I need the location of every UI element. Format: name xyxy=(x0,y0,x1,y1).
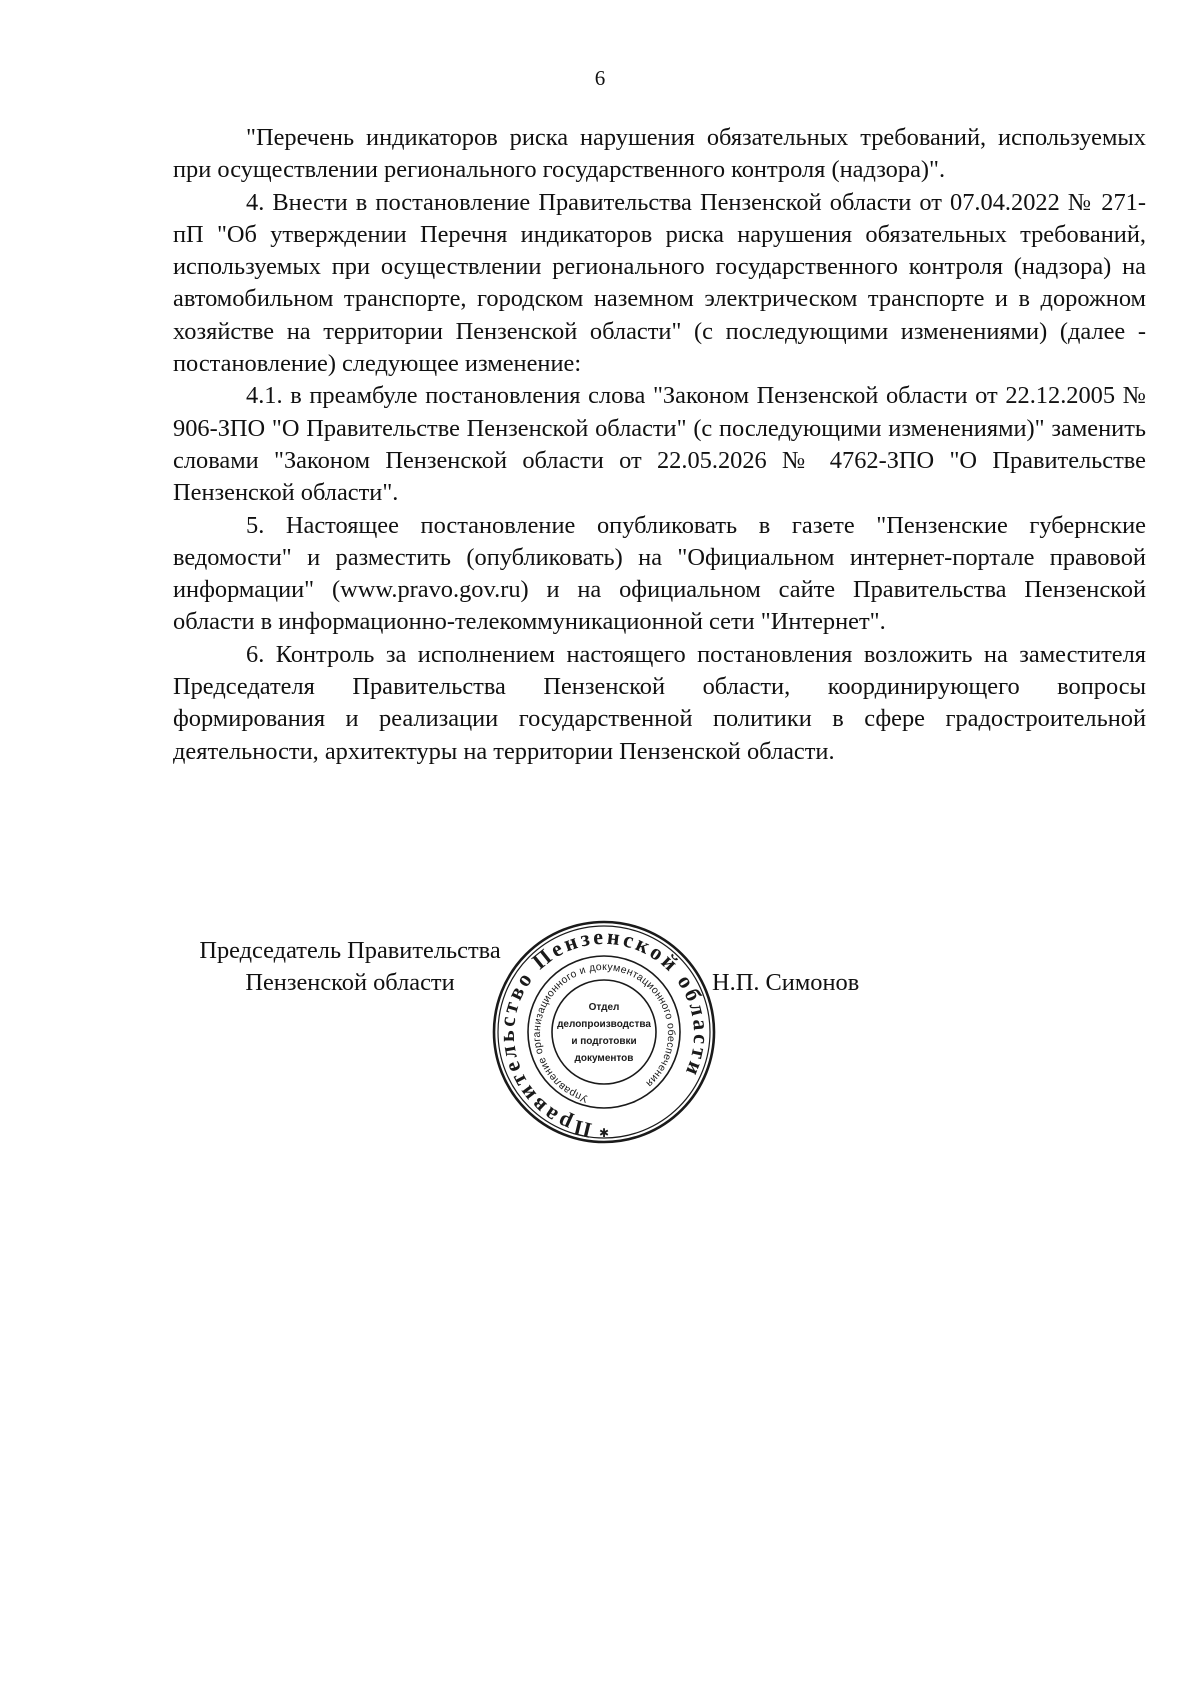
page-number: 6 xyxy=(594,66,606,90)
paragraph-4-1: 4.1. в преамбуле постановления слова "Законом Пензенской области от 22.12.2005 № 906-ЗПО "О Правительстве Пензенской области" (с последующими изменениями)" заменить словами "Законом Пензенской области от 22.05.2026 № 4762-ЗПО "О Правительстве Пензенской области". xyxy=(173,382,1146,507)
paragraph-5: 5. Настоящее постановление опубликовать в газете "Пензенские губернские ведомости" и разместить (опубликовать) на "Официальном интернет-портале правовой информации" (www.pravo.gov.ru) и на официальном сайте Правительства Пензенской области в информационно-телекоммуникационной сети "Интернет". xyxy=(173,511,1146,636)
signatory-title xyxy=(180,935,520,1000)
document-body xyxy=(173,122,1146,768)
paragraph-6: 6. Контроль за исполнением настоящего постановления возложить на заместителя Председателя Правительства Пензенской области, координирующего вопросы формирования и реализации государственной политики в сфере градостроительной деятельности, архитектуры на территории Пензенской области. xyxy=(173,640,1146,765)
stamp-middle-ring xyxy=(528,956,680,1108)
stamp-center-line-1: Отдел xyxy=(588,1002,620,1013)
stamp-star-icon: ✱ xyxy=(598,1126,610,1140)
paragraph-4: 4. Внести в постановление Правительства Пензенской области от 07.04.2022 № 271-пП "Об утверждении Перечня индикаторов риска нарушения обязательных требований, используемых при осуществлении регионального государственного контроля (надзора) на автомобильном транспорте, городском наземном электрическом транспорте и в дорожном хозяйстве на территории Пензенской области" (с последующими изменениями) (далее - постановление) следующее изменение: xyxy=(173,188,1146,378)
stamp-center-line-4: документов xyxy=(574,1053,634,1064)
paragraph-3-continuation: "Перечень индикаторов риска нарушения обязательных требований, используемых при осуществлении регионального государственного контроля (надзора)". xyxy=(173,124,1146,184)
stamp-inner-ring xyxy=(552,980,656,1084)
stamp-outer-text: Правительство Пензенской области xyxy=(493,923,715,1144)
signatory-title-line-1: Председатель Правительства xyxy=(199,937,501,964)
stamp-center-line-2: делопроизводства xyxy=(557,1019,651,1030)
signatory-title-line-2: Пензенской области xyxy=(245,969,455,997)
stamp-center-line-3: и подготовки xyxy=(571,1036,637,1047)
signatory-name: Н.П. Симонов xyxy=(712,969,860,996)
stamp-middle-text: Управление организационного и документационного обеспечения xyxy=(530,960,678,1105)
official-stamp xyxy=(486,916,722,1148)
